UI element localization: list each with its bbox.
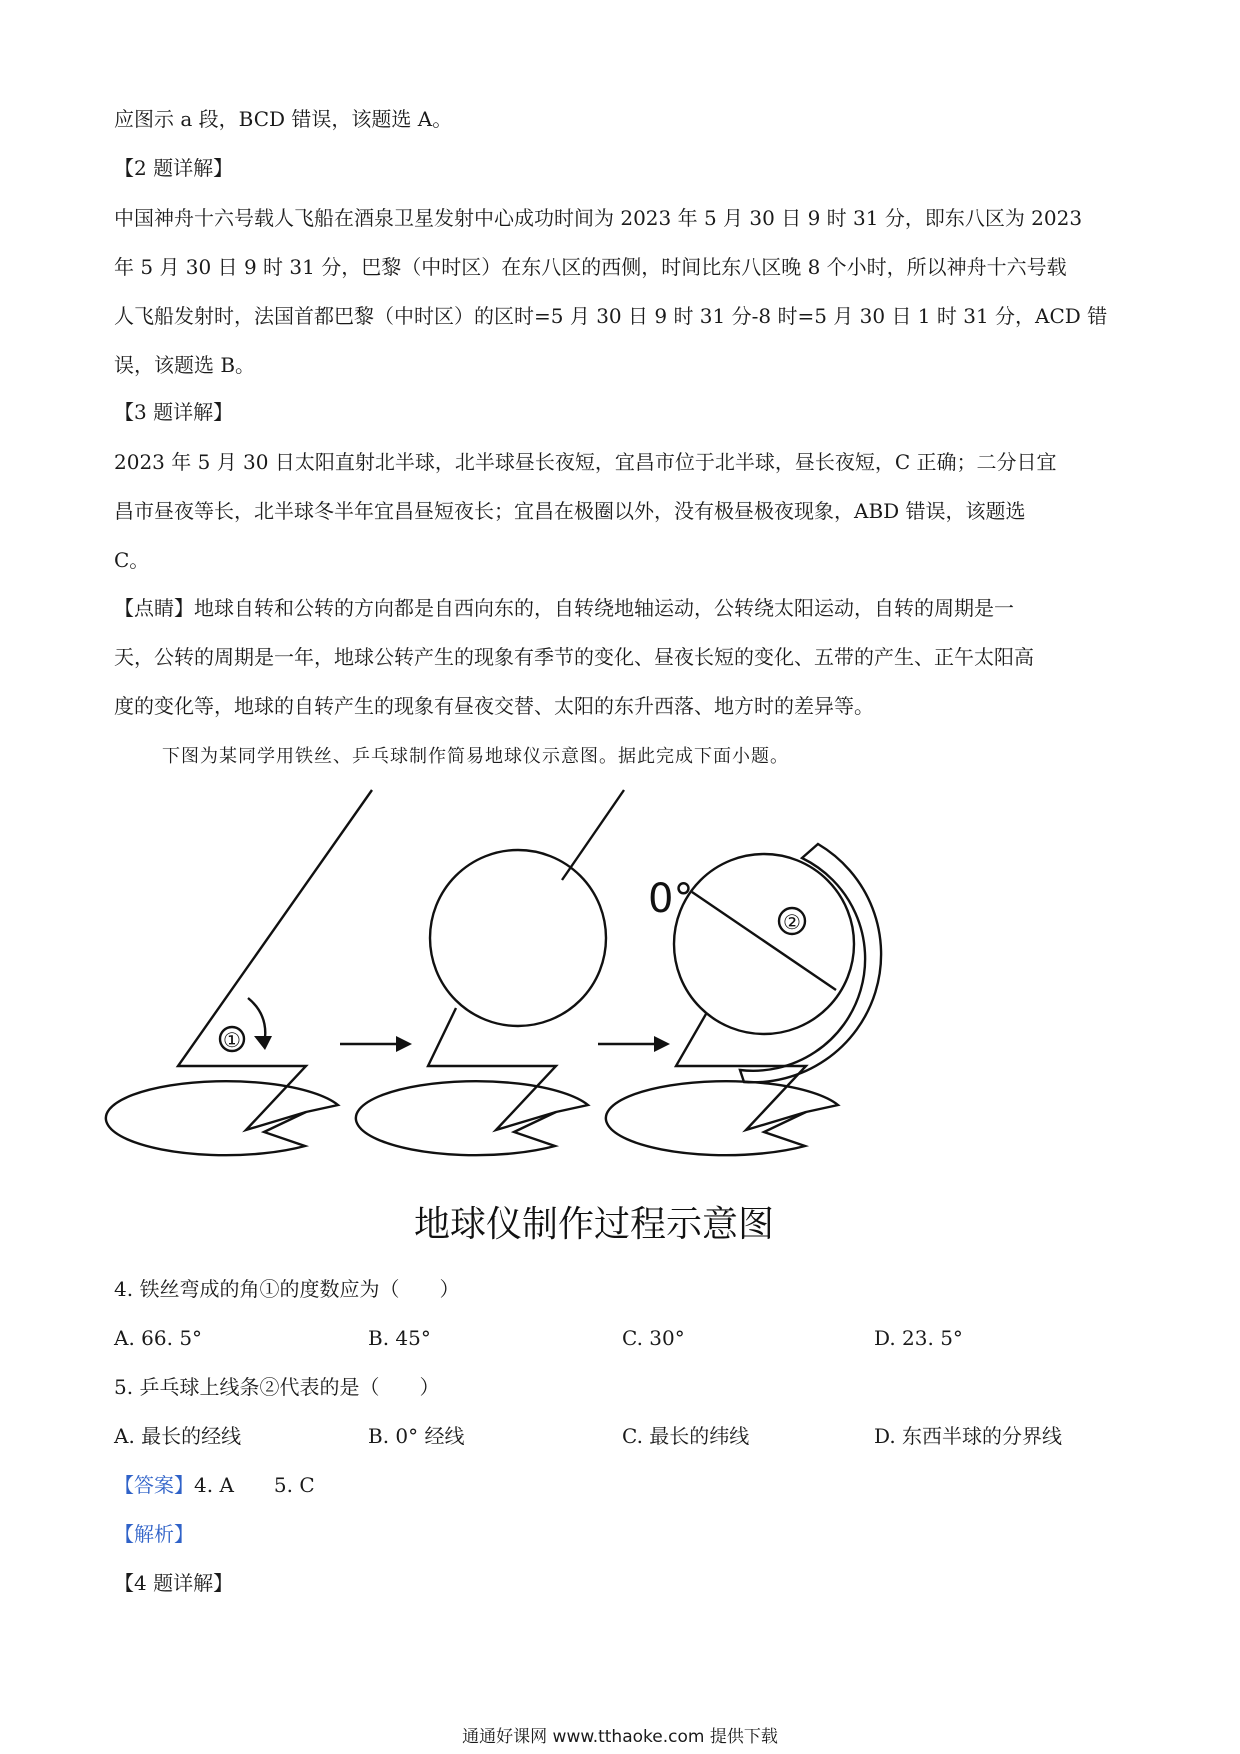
base-stage-3 bbox=[606, 1081, 838, 1155]
q2-line-3: 人飞船发射时，法国首都巴黎（中时区）的区时=5 月 30 日 9 时 31 分-8 时=5 月 30 日 1 时 31 分，ACD 错 bbox=[114, 304, 1108, 328]
line-label: ② bbox=[783, 910, 801, 934]
angle-arrowhead bbox=[254, 1036, 272, 1050]
equator-line-2 bbox=[692, 892, 836, 990]
top-line: 应图示 a 段，BCD 错误，该题选 A。 bbox=[114, 107, 453, 131]
q3-line-2: 昌市昼夜等长，北半球冬半年宜昌昼短夜长；宜昌在极圈以外，没有极昼极夜现象，ABD 错误，该题选 bbox=[114, 499, 1026, 523]
angle-label: ① bbox=[223, 1028, 241, 1052]
wire-stage-1 bbox=[178, 790, 372, 1130]
answer-line bbox=[114, 1470, 315, 1500]
ball-stage-2 bbox=[430, 850, 606, 1026]
tip-line-1: 【点睛】地球自转和公转的方向都是自西向东的，自转绕地轴运动，公转绕太阳运动，自转的周期是一 bbox=[114, 596, 1014, 620]
q2-line-2: 年 5 月 30 日 9 时 31 分，巴黎（中时区）在东八区的西侧，时间比东八区晚 8 个小时，所以神舟十六号载 bbox=[114, 255, 1067, 279]
q4-option-d: D. 23. 5° bbox=[874, 1326, 963, 1350]
tip-line-3: 度的变化等，地球的自转产生的现象有昼夜交替、太阳的东升西落、地方时的差异等。 bbox=[114, 694, 874, 718]
q4-stem: 4. 铁丝弯成的角①的度数应为（ ） bbox=[114, 1277, 460, 1301]
analysis-label: 【解析】 bbox=[114, 1522, 194, 1546]
q3-explanation bbox=[114, 438, 1124, 585]
q5-option-c: C. 最长的纬线 bbox=[622, 1424, 750, 1448]
q5-option-d: D. 东西半球的分界线 bbox=[874, 1424, 1063, 1448]
q5-option-a: A. 最长的经线 bbox=[114, 1424, 242, 1448]
footer: 通通好课网 www.tthaoke.com 提供下载 bbox=[462, 1727, 778, 1747]
answer-text: 4. A 5. C bbox=[194, 1473, 315, 1497]
q2-line-1: 中国神舟十六号载人飞船在酒泉卫星发射中心成功时间为 2023 年 5 月 30 日 9 时 31 分，即东八区为 2023 bbox=[114, 206, 1083, 230]
q5-stem: 5. 乒乓球上线条②代表的是（ ） bbox=[114, 1375, 440, 1399]
q2-explanation bbox=[114, 194, 1124, 390]
base-stage-2 bbox=[356, 1081, 588, 1155]
meridian-ring bbox=[740, 844, 881, 1082]
globe-making-figure bbox=[0, 780, 1240, 1260]
tip-paragraph bbox=[114, 584, 1124, 731]
q3-line-1: 2023 年 5 月 30 日太阳直射北半球，北半球昼长夜短，宜昌市位于北半球，昼长夜短，C 正确；二分日宜 bbox=[114, 450, 1057, 474]
q4-option-c: C. 30° bbox=[622, 1326, 685, 1350]
zero-degree-label: 0° bbox=[648, 876, 694, 922]
wire-stage-2-bottom bbox=[428, 1008, 556, 1130]
q4-option-a: A. 66. 5° bbox=[114, 1326, 203, 1350]
q2-line-4: 误，该题选 B。 bbox=[114, 353, 256, 377]
figure-intro: 下图为某同学用铁丝、乒乓球制作简易地球仪示意图。据此完成下面小题。 bbox=[162, 746, 789, 767]
q2-heading: 【2 题详解】 bbox=[114, 156, 234, 180]
figure-caption: 地球仪制作过程示意图 bbox=[413, 1204, 775, 1245]
q4-heading: 【4 题详解】 bbox=[114, 1571, 234, 1595]
q3-line-3: C。 bbox=[114, 548, 150, 572]
q4-option-b: B. 45° bbox=[368, 1326, 431, 1350]
q3-heading: 【3 题详解】 bbox=[114, 400, 234, 424]
base-stage-1 bbox=[106, 1081, 338, 1155]
ball-stage-3 bbox=[674, 854, 854, 1034]
q5-option-b: B. 0° 经线 bbox=[368, 1424, 465, 1448]
tip-line-2: 天，公转的周期是一年，地球公转产生的现象有季节的变化、昼夜长短的变化、五带的产生、正午太阳高 bbox=[114, 645, 1034, 669]
answer-label: 【答案】 bbox=[114, 1473, 194, 1497]
